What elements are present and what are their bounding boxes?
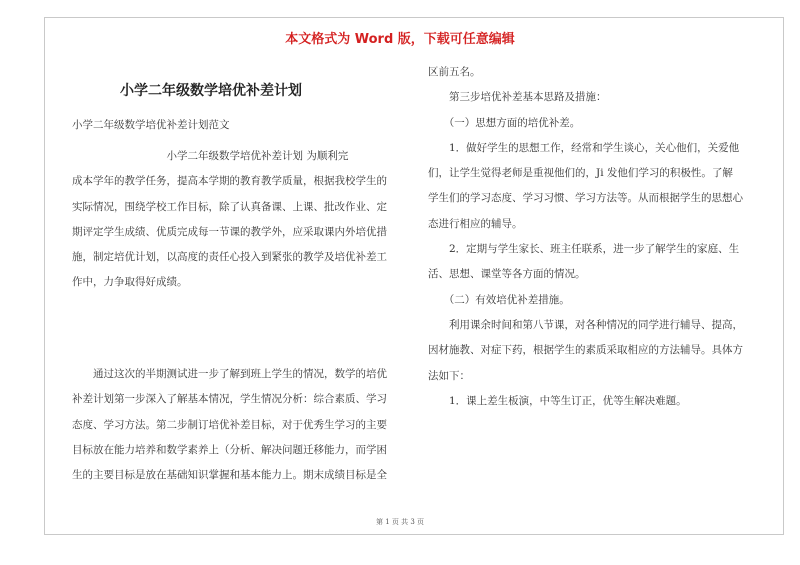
text-line: 1．课上差生板演，中等生订正，优等生解决难题。: [428, 394, 687, 407]
document-title: 小学二年级数学培优补差计划: [120, 83, 302, 99]
text-line: 施，制定培优计划，以高度的责任心投入到紧张的教学及培优补差工: [72, 251, 387, 264]
left-paragraph-1: [72, 144, 392, 296]
text-line: 补差计划第一步深入了解基本情况，学生情况分析：综合素质、学习: [72, 393, 387, 406]
text-line: （二）有效培优补差措施。: [428, 293, 570, 306]
text-line: 生的主要目标是放在基础知识掌握和基本能力上。期末成绩目标是全: [72, 469, 387, 482]
text-line: 因材施教、对症下药，根据学生的素质采取相应的方法辅导。具体方: [428, 344, 743, 357]
text-line: 1．做好学生的思想工作，经常和学生谈心，关心他们，关爱他: [428, 141, 740, 154]
text-line: 小学二年级数学培优补差计划 为顺利完: [72, 150, 349, 162]
text-line: 第三步培优补差基本思路及措施：: [428, 91, 607, 104]
text-line: 成本学年的教学任务，提高本学期的教育教学质量，根据我校学生的: [72, 175, 387, 188]
right-column: [428, 60, 784, 414]
text-line: 学生们的学习态度、学习习惯、学习方法等。从而根据学生的思想心: [428, 192, 743, 205]
text-line: 实际情况，围绕学校工作目标，除了认真备课、上课、批改作业、定: [72, 200, 387, 213]
text-line: 法如下：: [428, 369, 470, 382]
text-line: 利用课余时间和第八节课，对各种情况的同学进行辅导、提高，: [428, 318, 743, 331]
text-line: 期评定学生成绩、优质完成每一节课的教学外，应采取课内外培优措: [72, 225, 387, 238]
text-line: 区前五名。: [428, 66, 481, 78]
text-line: 作中，力争取得好成绩。: [72, 276, 188, 289]
text-line: （一）思想方面的培优补差。: [428, 116, 581, 129]
word-format-banner: 本文格式为 Word 版，下载可任意编辑: [285, 32, 515, 47]
left-paragraph-2: [72, 362, 392, 488]
text-line: 活、思想、课堂等各方面的情况。: [428, 268, 586, 281]
text-line: 2．定期与学生家长、班主任联系，进一步了解学生的家庭、生: [428, 243, 740, 256]
text-line: 们，让学生觉得老师是重视他们的，Ji 发他们学习的积极性。了解: [428, 167, 733, 180]
text-line: 态度、学习方法。第二步制订培优补差目标，对于优秀生学习的主要: [72, 418, 387, 431]
text-line: 通过这次的半期测试进一步了解到班上学生的情况，数学的培优: [72, 368, 387, 380]
text-line: 目标放在能力培养和数学素养上（分析、解决问题迁移能力，而学困: [72, 443, 387, 456]
page-number: 第 1 页 共 3 页: [375, 518, 425, 526]
text-line: 态进行相应的辅导。: [428, 217, 523, 230]
document-subtitle: 小学二年级数学培优补差计划范文: [72, 119, 230, 131]
